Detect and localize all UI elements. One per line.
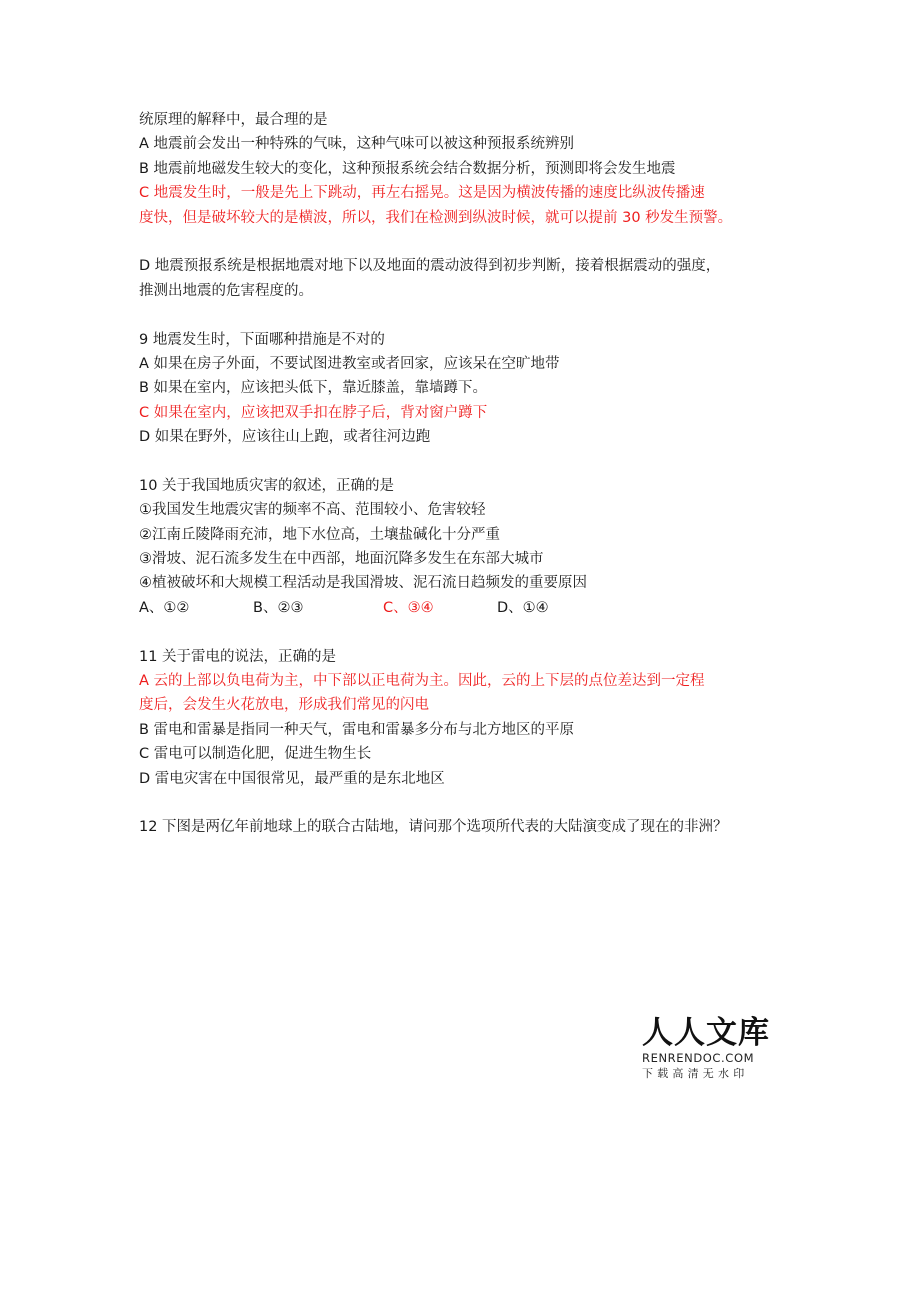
watermark-subtitle: 下载高清无水印 bbox=[642, 1067, 749, 1080]
question-11-option-a-answer: A 云的上部以负电荷为主，中下部以正电荷为主。因此，云的上下层的点位差达到一定程 bbox=[139, 672, 705, 689]
question-11-option-a-answer-cont: 度后，会发生火花放电，形成我们常见的闪电 bbox=[139, 697, 429, 714]
question-10-stem: 10 关于我国地质灾害的叙述，正确的是 bbox=[139, 477, 395, 494]
watermark-logo bbox=[642, 1016, 782, 1081]
question-8-option-c-answer: C 地震发生时，一般是先上下跳动，再左右摇晃。这是因为横波传播的速度比纵波传播速 bbox=[139, 185, 705, 202]
question-10-option-c-answer: C、③④ bbox=[383, 599, 434, 616]
question-8-option-d-cont: 推测出地震的危害程度的。 bbox=[139, 282, 313, 299]
question-8-option-c-answer-cont: 度快，但是破坏较大的是横波，所以，我们在检测到纵波时候，就可以提前 30 秒发生预警。 bbox=[139, 209, 733, 226]
question-8-option-a: A 地震前会发出一种特殊的气味，这种气味可以被这种预报系统辨别 bbox=[139, 136, 575, 153]
question-10-statement-2: ②江南丘陵降雨充沛，地下水位高，土壤盐碱化十分严重 bbox=[139, 526, 500, 543]
watermark-url: RENRENDOC.COM bbox=[642, 1051, 755, 1065]
watermark-title: 人人文库 bbox=[642, 1015, 770, 1051]
question-12 bbox=[139, 815, 799, 839]
question-8-stem: 统原理的解释中，最合理的是 bbox=[139, 112, 328, 128]
question-12-stem: 12 下图是两亿年前地球上的联合古陆地，请问那个选项所代表的大陆演变成了现在的非洲？ bbox=[139, 819, 728, 836]
question-9-option-c-answer: C 如果在室内，应该把双手扣在脖子后，背对窗户蹲下 bbox=[139, 404, 488, 421]
question-8-option-b: B 地震前地磁发生较大的变化，这种预报系统会结合数据分析，预测即将会发生地震 bbox=[139, 160, 676, 177]
question-11-option-b: B 雷电和雷暴是指同一种天气，雷电和雷暴多分布与北方地区的平原 bbox=[139, 721, 575, 738]
question-11 bbox=[139, 645, 799, 791]
question-10-option-d: D、①④ bbox=[497, 599, 549, 616]
question-10-option-b: B、②③ bbox=[253, 599, 304, 616]
question-8-option-d: D 地震预报系统是根据地震对地下以及地面的震动波得到初步判断，接着根据震动的强度， bbox=[139, 258, 721, 275]
question-content bbox=[139, 108, 799, 840]
question-8 bbox=[139, 108, 799, 303]
question-10 bbox=[139, 474, 799, 620]
question-9-option-d: D 如果在野外，应该往山上跑，或者往河边跑 bbox=[139, 429, 431, 446]
question-9-option-a: A 如果在房子外面，不要试图进教室或者回家，应该呆在空旷地带 bbox=[139, 355, 560, 372]
question-11-option-c: C 雷电可以制造化肥，促进生物生长 bbox=[139, 746, 372, 763]
question-10-statement-1: ①我国发生地震灾害的频率不高、范围较小、危害较轻 bbox=[139, 502, 486, 519]
question-10-option-a: A、①② bbox=[139, 599, 190, 616]
question-9-option-b: B 如果在室内，应该把头低下，靠近膝盖，靠墙蹲下。 bbox=[139, 380, 488, 397]
question-11-option-d: D 雷电灾害在中国很常见，最严重的是东北地区 bbox=[139, 770, 445, 787]
question-10-statement-4: ④植被破坏和大规模工程活动是我国滑坡、泥石流日趋频发的重要原因 bbox=[139, 575, 587, 592]
question-9-stem: 9 地震发生时，下面哪种措施是不对的 bbox=[139, 331, 385, 348]
question-11-stem: 11 关于雷电的说法，正确的是 bbox=[139, 648, 337, 665]
question-9 bbox=[139, 328, 799, 450]
question-10-statement-3: ③滑坡、泥石流多发生在中西部，地面沉降多发生在东部大城市 bbox=[139, 551, 544, 568]
question-10-options bbox=[139, 596, 799, 620]
